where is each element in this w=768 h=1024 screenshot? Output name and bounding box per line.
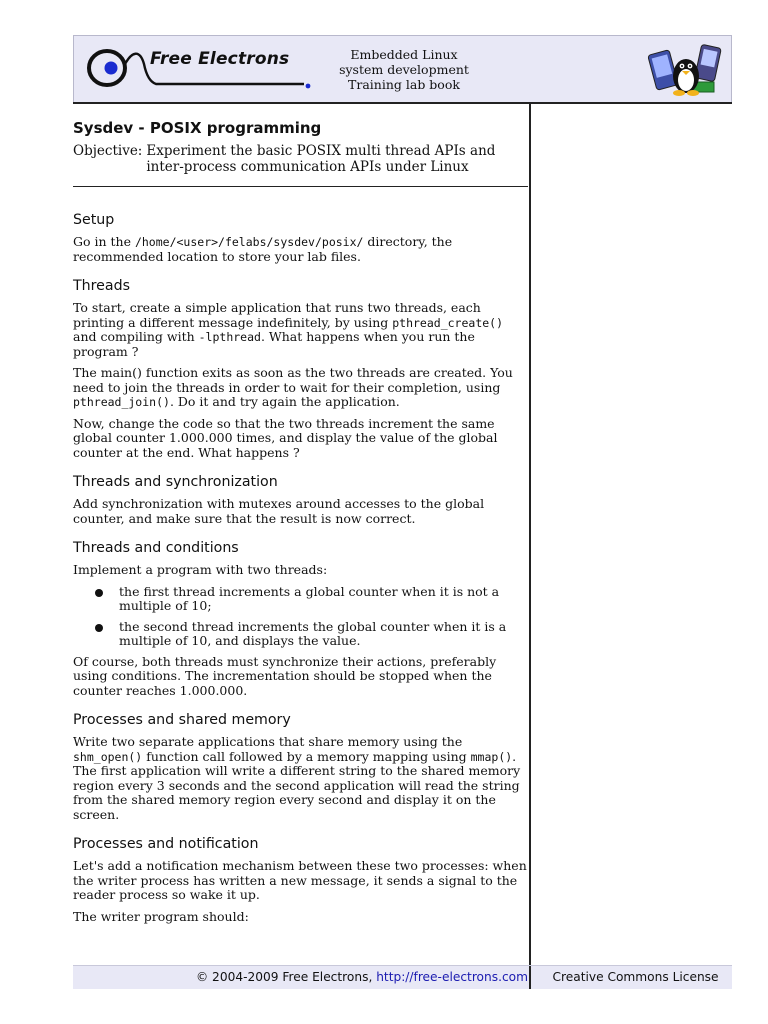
notify-paragraph-1: Let's add a notification mechanism between these two processes: when the writer process has written a new message, it sends a signal to the reader process so wake it up.	[73, 858, 527, 902]
text-span: and compiling with	[73, 329, 199, 344]
footer-copyright	[73, 970, 528, 985]
code-path: /home/<user>/felabs/sysdev/posix/	[134, 235, 364, 249]
code-inline: shm_open()	[73, 749, 143, 764]
conditions-heading: Threads and conditions	[73, 540, 239, 556]
notify-paragraph-2: The writer program should:	[73, 908, 249, 924]
notify-heading: Processes and notification	[73, 836, 259, 852]
list-item	[73, 620, 528, 649]
conditions-paragraph-2: Of course, both threads must synchronize their actions, preferably using conditions. The incrementation should be stopped when the counter reaches 1.000.000.	[73, 653, 497, 698]
conditions-list	[73, 585, 528, 649]
margin-divider	[529, 103, 531, 965]
website-link[interactable]: http://free-electrons.com	[376, 970, 528, 984]
document-body	[73, 118, 528, 931]
threads-paragraph-2	[73, 366, 528, 410]
list-item	[73, 585, 528, 614]
code-inline: -lpthread	[198, 330, 261, 344]
footer-divider	[529, 966, 531, 989]
sync-heading: Threads and synchronization	[73, 474, 278, 490]
text-span: To start, create a simple application that runs two threads, each printing a different message indefinitely, by using	[73, 300, 481, 330]
threads-heading: Threads	[73, 278, 130, 294]
header-line-2: system development	[339, 62, 469, 77]
penguin-devices-icon	[646, 42, 728, 100]
objective-rule	[73, 186, 528, 187]
text-span: Go in the	[73, 234, 135, 249]
page-header	[73, 35, 732, 103]
shm-paragraph	[73, 735, 528, 822]
conditions-paragraph-1: Implement a program with two threads:	[73, 562, 328, 577]
copyright-text: © 2004-2009 Free Electrons,	[196, 970, 377, 984]
text-span: The main() function exits as soon as the two threads are created. You need to join the threads in order to wait for their completion, using	[73, 365, 513, 395]
header-subtitle	[329, 47, 479, 92]
logo-text: Free Electrons	[150, 49, 290, 69]
list-item-text: the second thread increments the global counter when it is a multiple of 10, and displays the value.	[119, 618, 507, 648]
text-span: . The first application will write a different string to the shared memory region every 3 seconds and the second application will read the string from the shared memory region every second and display it on the screen.	[73, 748, 521, 822]
footer-license: Creative Commons License	[552, 970, 719, 984]
setup-heading: Setup	[73, 212, 115, 228]
objective-text: Experiment the basic POSIX multi thread APIs and inter-process communication APIs under Linux	[146, 143, 496, 175]
text-span: . Do it and try again the application.	[169, 394, 400, 409]
page-footer	[73, 965, 732, 989]
objective-label: Objective:	[73, 143, 143, 159]
text-span: directory, the recommended location to store your lab files.	[73, 234, 453, 264]
threads-paragraph-1	[73, 301, 528, 359]
list-item-text: the first thread increments a global counter when it is not a multiple of 10;	[119, 583, 500, 613]
code-inline: mmap()	[470, 749, 513, 764]
threads-paragraph-3: Now, change the code so that the two threads increment the same global counter 1.000.000 times, and display the value of the global counter at the end. What happens ?	[73, 415, 498, 460]
code-inline: pthread_join()	[73, 395, 170, 409]
header-line-1: Embedded Linux	[350, 47, 458, 62]
bullet-icon	[95, 624, 103, 632]
header-line-3: Training lab book	[348, 77, 460, 92]
shm-heading: Processes and shared memory	[73, 712, 291, 728]
document-title: Sysdev - POSIX programming	[73, 119, 322, 137]
text-span: Write two separate applications that share memory using the	[73, 734, 463, 749]
code-inline: pthread_create()	[392, 315, 504, 330]
header-rule	[73, 102, 732, 104]
setup-paragraph	[73, 235, 528, 264]
text-span: . What happens when you run the program ?	[73, 329, 475, 359]
sync-paragraph: Add synchronization with mutexes around accesses to the global counter, and make sure that the result is now correct.	[73, 496, 485, 526]
objective	[73, 143, 528, 175]
bullet-icon	[95, 589, 103, 597]
text-span: function call followed by a memory mapping using	[142, 748, 471, 764]
